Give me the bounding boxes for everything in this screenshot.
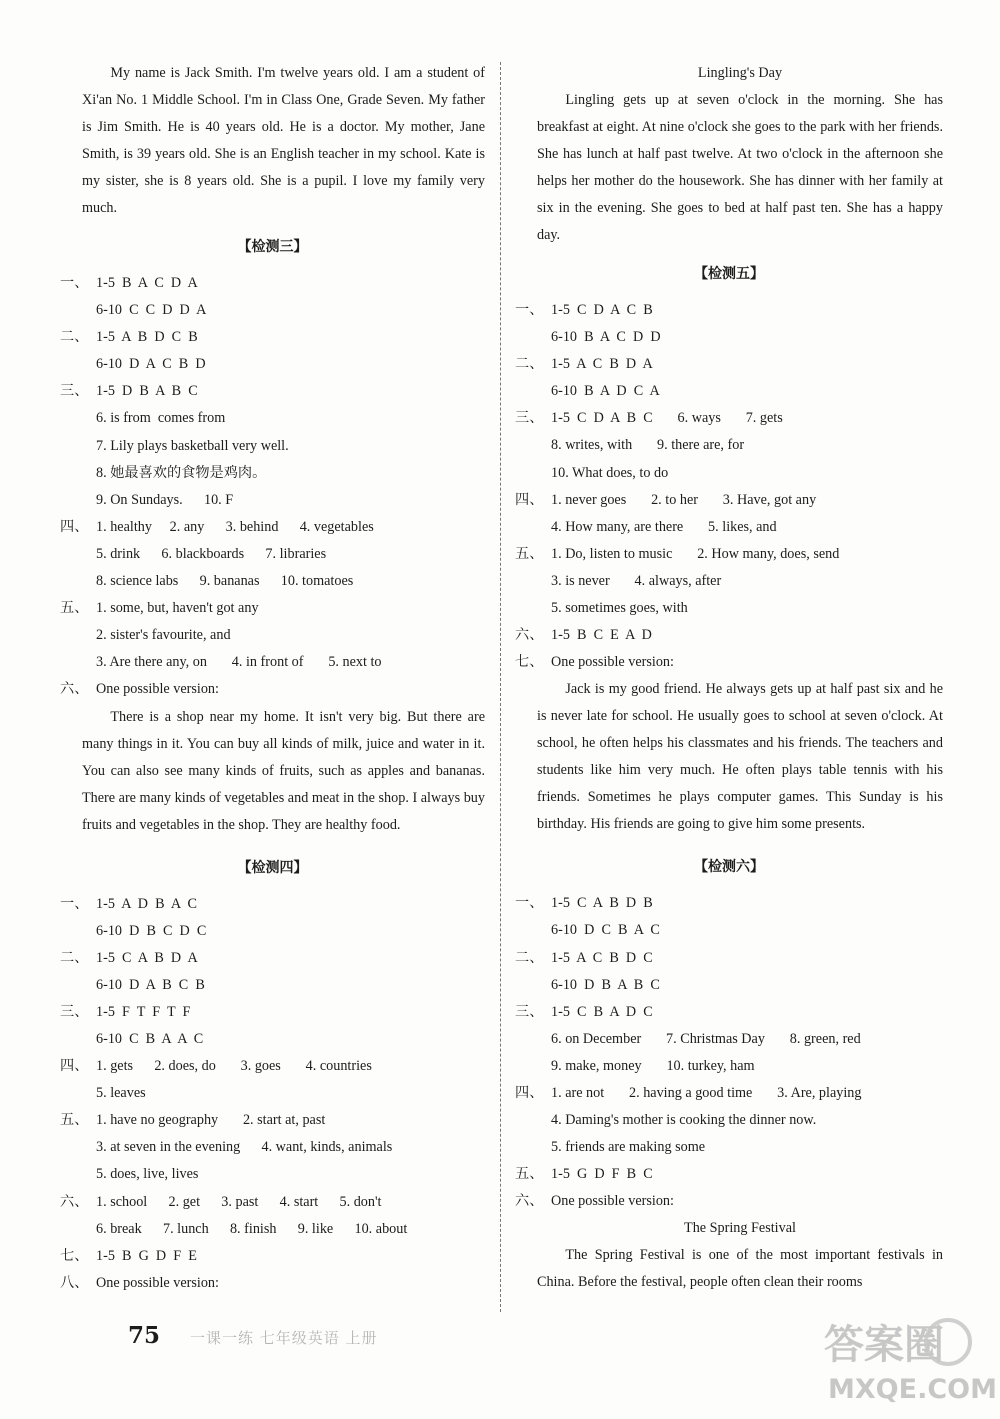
answer-line [60, 1189, 485, 1216]
answer-line [515, 541, 943, 568]
answer-text: 6-10 D A C B D [96, 356, 206, 373]
test5-answers [515, 297, 943, 676]
question-number: 七、 [60, 1247, 89, 1264]
question-number: 四、 [515, 491, 544, 508]
answer-line [60, 378, 485, 405]
test6-title: 【检测六】 [694, 859, 764, 876]
lingling-essay-title: Lingling's Day [697, 65, 783, 81]
left-column [60, 60, 485, 1297]
answer-line [60, 568, 485, 595]
answer-text: 8. 她最喜欢的食物是鸡肉。 [96, 464, 267, 481]
answer-text: 6-10 C B A A C [96, 1030, 204, 1047]
question-number: 六、 [515, 627, 544, 644]
answer-line [60, 891, 485, 918]
page-number: 75 [128, 1322, 161, 1349]
answer-line [515, 460, 943, 487]
answer-text: 1-5 A C B D C [551, 949, 653, 966]
answer-text: 1-5 F T F T F [96, 1003, 191, 1020]
answer-line [60, 487, 485, 514]
answer-text: 9. On Sundays. 10. F [96, 491, 234, 508]
question-number: 七、 [515, 654, 544, 671]
page-footer [128, 1322, 378, 1349]
test3-answers [60, 270, 485, 704]
answer-line [515, 1080, 943, 1107]
answer-line [515, 568, 943, 595]
answer-line [515, 890, 943, 917]
spring-festival-essay: The Spring Festival is one of the most important festivals in China. Before the festival, people often clean their rooms [537, 1247, 943, 1291]
question-number: 五、 [515, 1166, 544, 1183]
answer-line [60, 1053, 485, 1080]
answer-text: One possible version: [551, 654, 674, 671]
answer-text: 6-10 D C B A C [551, 922, 660, 939]
question-number: 一、 [60, 275, 89, 291]
answer-text: 1. Do, listen to music 2. How many, does, send [551, 545, 840, 562]
answer-line [515, 1134, 943, 1161]
watermark-logo [818, 1312, 997, 1407]
answer-line [60, 1026, 485, 1053]
answer-text: 3. Are there any, on 4. in front of 5. next to [96, 654, 382, 671]
answer-text: 5. leaves [96, 1085, 146, 1102]
answer-text: 6-10 D B C D C [96, 922, 207, 939]
answer-line [60, 1270, 485, 1297]
answer-text: 6-10 D A B C B [96, 976, 205, 993]
answer-text: 10. What does, to do [551, 464, 669, 481]
answer-text: 1. school 2. get 3. past 4. start 5. don't [96, 1193, 382, 1210]
column-divider [500, 62, 501, 1312]
question-number: 四、 [60, 518, 89, 535]
answer-line [515, 405, 943, 432]
answer-line [60, 1134, 485, 1161]
book-title: 一课一练 七年级英语 上册 [190, 1329, 378, 1347]
answer-text: 6. break 7. lunch 8. finish 9. like 10. about [96, 1220, 408, 1237]
lingling-essay: Lingling gets up at seven o'clock in the morning. She has breakfast at eight. At nine o'clock she goes to the park with her friends. She has lunch at half past twelve. At two o'clock in the afternoon she helps her mother do the housework. She has dinner with her family at six in the evening. She goes to bed at half past ten. She has a happy day. [537, 92, 943, 243]
answer-line [60, 541, 485, 568]
question-number: 五、 [60, 600, 89, 617]
answer-line [515, 487, 943, 514]
answer-line [515, 972, 943, 999]
answer-line [515, 1161, 943, 1188]
test5-title: 【检测五】 [694, 266, 764, 282]
answer-text: 1-5 C A B D B [551, 895, 653, 912]
answer-line [515, 1026, 943, 1053]
answer-text: 5. sometimes goes, with [551, 600, 688, 617]
test4-answers [60, 891, 485, 1297]
answer-line [60, 622, 485, 649]
answer-text: 2. sister's favourite, and [96, 627, 231, 644]
test6-answers [515, 890, 943, 1215]
answer-text: 6. is from comes from [96, 410, 226, 427]
question-number: 三、 [515, 1003, 544, 1020]
question-number: 二、 [60, 329, 89, 346]
question-number: 六、 [60, 681, 89, 698]
answer-text: 7. Lily plays basketball very well. [96, 437, 289, 454]
question-number: 一、 [515, 895, 544, 912]
test3-title: 【检测三】 [237, 239, 308, 255]
answer-text: 9. make, money 10. turkey, ham [551, 1057, 755, 1074]
answer-text: 4. How many, are there 5. likes, and [551, 518, 777, 535]
answer-text: 5. friends are making some [551, 1139, 706, 1156]
answer-text: 6-10 B A C D D [551, 329, 661, 346]
question-number: 二、 [60, 949, 89, 966]
answer-line [60, 945, 485, 972]
question-number: 六、 [515, 1193, 544, 1210]
answer-line [60, 918, 485, 945]
answer-line [60, 649, 485, 676]
question-number: 四、 [60, 1058, 89, 1075]
answer-text: 4. Daming's mother is cooking the dinner now. [551, 1112, 817, 1129]
answer-text: One possible version: [96, 1274, 219, 1291]
answer-line [60, 324, 485, 351]
answer-text: 1-5 B C E A D [551, 627, 652, 644]
answer-text: 1. gets 2. does, do 3. goes 4. countries [96, 1058, 372, 1075]
answer-text: 1-5 C D A B C 6. ways 7. gets [551, 410, 783, 427]
answer-text: 1. have no geography 2. start at, past [96, 1112, 326, 1129]
answer-line [60, 676, 485, 703]
question-number: 三、 [60, 1003, 89, 1020]
answer-line [60, 972, 485, 999]
answer-line [515, 1107, 943, 1134]
answer-text: 6. on December 7. Christmas Day 8. green, red [551, 1030, 861, 1047]
question-number: 二、 [515, 949, 544, 966]
answer-text: 6-10 D B A B C [551, 976, 660, 993]
answer-text: 6-10 C C D D A [96, 302, 207, 319]
answer-text: 8. writes, with 9. there are, for [551, 437, 745, 454]
answer-line [60, 1107, 485, 1134]
answer-line [60, 405, 485, 432]
answer-line [60, 595, 485, 622]
answer-text: 1. never goes 2. to her 3. Have, got any [551, 491, 817, 508]
answer-line [515, 917, 943, 944]
answer-text: 1-5 C D A C B [551, 302, 653, 318]
answer-line [515, 351, 943, 378]
answer-line [515, 622, 943, 649]
answer-text: 8. science labs 9. bananas 10. tomatoes [96, 573, 354, 590]
test3-essay: There is a shop near my home. It isn't very big. But there are many things in it. You can buy all kinds of milk, juice and water in it. You can also see many kinds of fruits, such as apples and bananas. There are many kinds of vegetables and meat in the shop. I always buy fruits and vegetables in the shop. They are healthy food. [82, 708, 485, 833]
answer-line [515, 1188, 943, 1215]
test5-essay: Jack is my good friend. He always gets up at half past six and he is never late for school. He usually goes to school at seven o'clock. At school, he often helps his classmates and his friends. The teachers and students like him very much. He often plays table tennis with his friends. Sometimes he plays computer games. This Sunday is his birthday. His friends are going to give him some presents. [537, 681, 943, 833]
question-number: 八、 [60, 1274, 89, 1291]
answer-line [60, 514, 485, 541]
answer-line [60, 1080, 485, 1107]
question-number: 一、 [60, 895, 89, 912]
answer-line [515, 378, 943, 405]
intro-essay: My name is Jack Smith. I'm twelve years old. I am a student of Xi'an No. 1 Middle School. I'm in Class One, Grade Seven. My father is Jim Smith. He is 40 years old. He is a doctor. My mother, Jane Smith, is 39 years old. She is an English teacher in my school. Kate is my sister, she is 8 years old. She is a pupil. I love my family very much. [82, 65, 485, 216]
question-number: 三、 [60, 383, 89, 400]
answer-text: 1-5 G D F B C [551, 1166, 653, 1183]
right-column [515, 60, 943, 1296]
question-number: 六、 [60, 1193, 89, 1210]
question-number: 五、 [515, 545, 544, 562]
spring-festival-title: The Spring Festival [684, 1220, 796, 1237]
question-number: 三、 [515, 410, 544, 427]
answer-line [60, 351, 485, 378]
answer-text: 1-5 B A C D A [96, 275, 198, 291]
answer-text: 5. drink 6. blackboards 7. libraries [96, 545, 327, 562]
watermark-domain: MXQE.COM [828, 1374, 997, 1405]
answer-line [515, 297, 943, 324]
question-number: 五、 [60, 1112, 89, 1129]
answer-line [60, 1161, 485, 1188]
answer-line [60, 297, 485, 324]
answer-line [60, 1243, 485, 1270]
answer-text: 1-5 B G D F E [96, 1247, 197, 1264]
answer-text: 1. are not 2. having a good time 3. Are, playing [551, 1084, 862, 1101]
answer-text: 1-5 A B D C B [96, 329, 198, 346]
answer-text: 3. is never 4. always, after [551, 572, 722, 589]
answer-text: One possible version: [551, 1193, 674, 1210]
answer-text: 1. some, but, haven't got any [96, 600, 259, 617]
answer-line [60, 999, 485, 1026]
answer-line [515, 514, 943, 541]
answer-text: 6-10 B A D C A [551, 383, 660, 400]
answer-line [515, 595, 943, 622]
question-number: 四、 [515, 1084, 544, 1101]
answer-line [60, 433, 485, 460]
answer-line [515, 324, 943, 351]
question-number: 一、 [515, 302, 544, 318]
question-number: 二、 [515, 356, 544, 373]
answer-line [515, 649, 943, 676]
answer-line [60, 1216, 485, 1243]
test4-title: 【检测四】 [237, 859, 308, 876]
answer-text: One possible version: [96, 681, 219, 698]
answer-line [60, 460, 485, 487]
answer-text: 1-5 A D B A C [96, 895, 197, 912]
answer-text: 5. does, live, lives [96, 1166, 199, 1183]
watermark-chinese: 答案圈 [824, 1322, 944, 1368]
answer-line [515, 999, 943, 1026]
answer-text: 1-5 D B A B C [96, 383, 198, 400]
answer-line [515, 945, 943, 972]
answer-line [515, 1053, 943, 1080]
answer-text: 3. at seven in the evening 4. want, kinds, animals [96, 1139, 393, 1156]
answer-text: 1-5 C B A D C [551, 1003, 653, 1020]
answer-line [60, 270, 485, 297]
answer-text: 1. healthy 2. any 3. behind 4. vegetables [96, 518, 374, 535]
answer-line [515, 432, 943, 459]
answer-text: 1-5 C A B D A [96, 949, 198, 966]
answer-text: 1-5 A C B D A [551, 356, 653, 373]
